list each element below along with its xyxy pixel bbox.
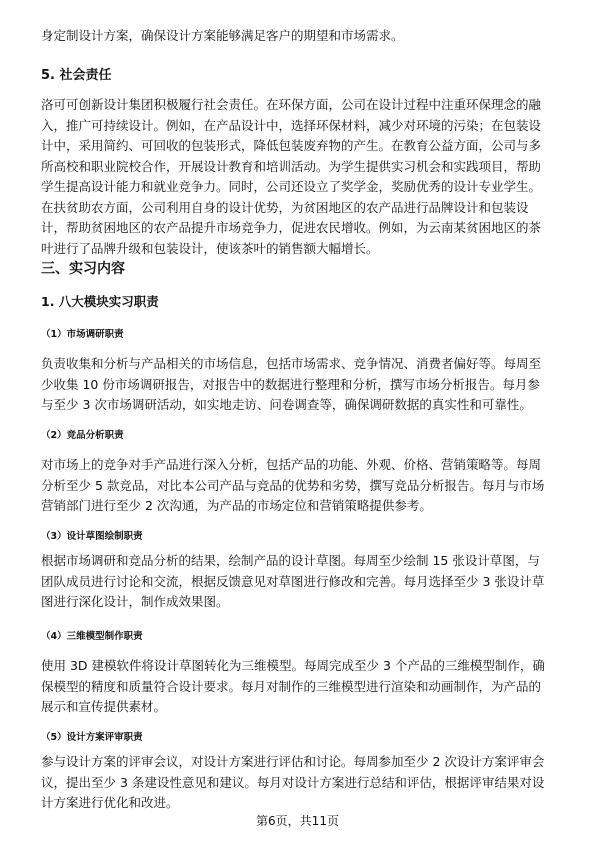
text-line: 营销部门进行至少 2 次沟通，为产品的市场定位和营销策略提供参考。 — [41, 498, 432, 513]
text-line: 团队成员进行讨论和交流，根据反馈意见对草图进行修改和完善。每月选择至少 3 张设计草 — [41, 573, 545, 589]
text-line: 参与设计方案的评审会议，对设计方案进行评估和讨论。每周参加至少 2 次设计方案评审会 — [41, 754, 545, 769]
item-heading-sketch-drawing: （3）设计草图绘制职责 — [41, 531, 143, 542]
text-line: 计方案进行优化和改进。 — [41, 795, 179, 810]
text-line: 负责收集和分析与产品相关的市场信息，包括市场需求、竞争情况、消费者偏好等。每周至 — [41, 356, 542, 371]
text-line: 图进行深化设计，制作成效果图。 — [41, 594, 229, 609]
intro-paragraph — [41, 26, 561, 47]
text-line: 入，推广可持续设计。例如，在产品设计中，选择环保材料，减少对环境的污染；在包装设 — [41, 117, 542, 133]
section-heading-internship-content: 三、实习内容 — [41, 261, 125, 277]
text-line: 身定制设计方案，确保设计方案能够满足客户的期望和市场需求。 — [41, 28, 404, 43]
3d-modeling-paragraph — [41, 656, 561, 718]
social-responsibility-paragraph — [41, 95, 561, 259]
text-line: 对市场上的竞争对手产品进行深入分析，包括产品的功能、外观、价格、营销策略等。每周 — [41, 457, 542, 472]
text-line: 所高校和职业院校合作，开展设计教育和培训活动。为学生提供实习机会和实践项目，帮助 — [41, 158, 542, 174]
text-line: 保模型的精度和质量符合设计要求。每月对制作的三维模型进行渲染和动画制作，为产品的 — [41, 678, 542, 694]
text-line: 少收集 10 份市场调研报告，对报告中的数据进行整理和分析，撰写市场分析报告。每月参 — [41, 376, 540, 392]
text-line: 洛可可创新设计集团积极履行社会责任。在环保方面，公司在设计过程中注重环保理念的融 — [41, 97, 542, 112]
text-line: 议，提出至少 3 条建设性意见和建议。每月对设计方案进行总结和评估，根据评审结果对设 — [41, 774, 545, 790]
text-line: 叶进行了品牌升级和包装设计，使该茶叶的销售额大幅增长。 — [41, 240, 379, 256]
item-heading-competitor-analysis: （2）竞品分析职责 — [41, 430, 124, 441]
item-heading-design-review: （5）设计方案评审职责 — [41, 732, 143, 743]
sketch-drawing-paragraph — [41, 551, 561, 613]
text-line: 展示和宣传提供素材。 — [41, 699, 167, 714]
text-line: 计，帮助贫困地区的农产品提升市场竞争力，促进农民增收。例如，为云南某贫困地区的茶 — [41, 220, 542, 235]
text-line: 在扶贫助农方面，公司利用自身的设计优势，为贫困地区的农产品进行品牌设计和包装设 — [41, 199, 529, 215]
competitor-analysis-paragraph — [41, 455, 561, 517]
text-line: 与至少 3 次市场调研活动，如实地走访、问卷调查等，确保调研数据的真实性和可靠性。 — [41, 397, 532, 412]
text-line: 分析至少 5 款竞品，对比本公司产品与竞品的优势和劣势，撰写竞品分析报告。每月与市场 — [41, 477, 545, 493]
text-line: 计中，采用简约、可回收的包装形式，降低包装废弃物的产生。在教育公益方面，公司与多 — [41, 138, 542, 153]
design-review-paragraph — [41, 752, 561, 814]
text-line: 学生提高设计能力和就业竞争力。同时，公司还设立了奖学金，奖励优秀的设计专业学生。 — [41, 179, 542, 194]
page-number: 第6页，共11页 — [256, 814, 339, 828]
text-line: 根据市场调研和竞品分析的结果，绘制产品的设计草图。每周至少绘制 15 张设计草图，与 — [41, 553, 540, 568]
text-line: 使用 3D 建模软件将设计草图转化为三维模型。每周完成至少 3 个产品的三维模型制作，确 — [41, 658, 545, 673]
section-heading-social-responsibility: 5. 社会责任 — [41, 68, 112, 83]
subsection-heading-module-duties: 1. 八大模块实习职责 — [41, 294, 159, 309]
item-heading-3d-modeling: （4）三维模型制作职责 — [41, 631, 143, 642]
market-research-paragraph — [41, 354, 561, 416]
item-heading-market-research: （1）市场调研职责 — [41, 329, 124, 340]
